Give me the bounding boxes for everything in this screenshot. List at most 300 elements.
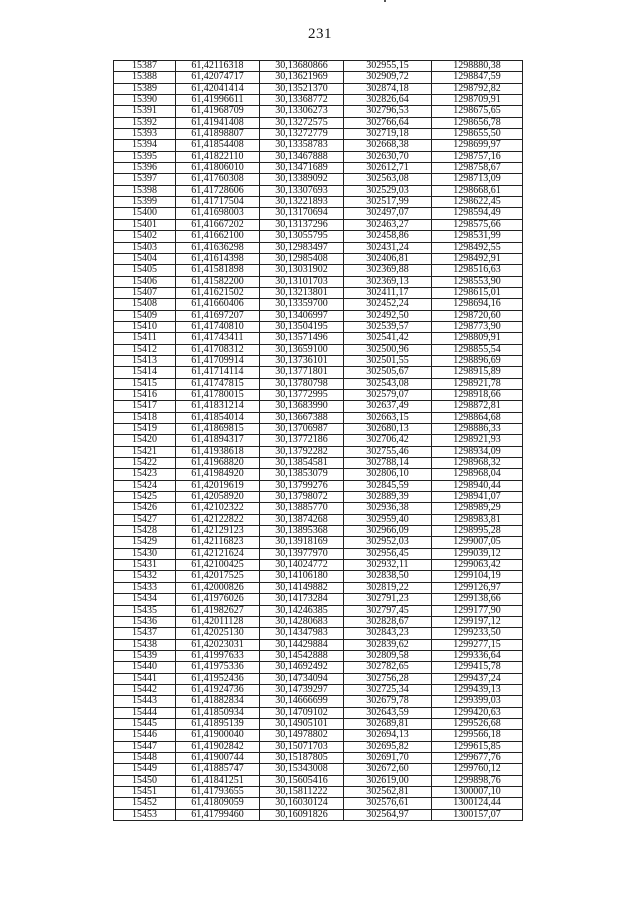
point-number-cell: 15418 (114, 412, 176, 423)
point-number-cell: 15443 (114, 696, 176, 707)
longitude-cell: 30,13772995 (260, 389, 344, 400)
longitude-cell: 30,15605416 (260, 775, 344, 786)
y-coordinate-cell: 1298773,90 (432, 321, 523, 332)
x-coordinate-cell: 302756,28 (344, 673, 432, 684)
longitude-cell: 30,13918169 (260, 537, 344, 548)
table-row (114, 741, 523, 752)
latitude-cell: 61,42116823 (176, 537, 260, 548)
latitude-cell: 61,41854014 (176, 412, 260, 423)
longitude-cell: 30,13504195 (260, 321, 344, 332)
point-number-cell: 15405 (114, 265, 176, 276)
y-coordinate-cell: 1299063,42 (432, 560, 523, 571)
y-coordinate-cell: 1298492,91 (432, 253, 523, 264)
point-number-cell: 15395 (114, 151, 176, 162)
longitude-cell: 30,12983497 (260, 242, 344, 253)
table-row (114, 503, 523, 514)
longitude-cell: 30,14347983 (260, 628, 344, 639)
table-row (114, 242, 523, 253)
table-row (114, 548, 523, 559)
point-number-cell: 15410 (114, 321, 176, 332)
longitude-cell: 30,12985408 (260, 253, 344, 264)
x-coordinate-cell: 302797,45 (344, 605, 432, 616)
point-number-cell: 15392 (114, 117, 176, 128)
x-coordinate-cell: 302936,38 (344, 503, 432, 514)
coordinates-table-body (114, 61, 523, 821)
point-number-cell: 15439 (114, 650, 176, 661)
latitude-cell: 61,41806010 (176, 163, 260, 174)
point-number-cell: 15401 (114, 219, 176, 230)
longitude-cell: 30,14246385 (260, 605, 344, 616)
longitude-cell: 30,13467888 (260, 151, 344, 162)
latitude-cell: 61,42116318 (176, 61, 260, 72)
longitude-cell: 30,15071703 (260, 741, 344, 752)
y-coordinate-cell: 1299677,76 (432, 752, 523, 763)
table-row (114, 95, 523, 106)
latitude-cell: 61,41709914 (176, 355, 260, 366)
x-coordinate-cell: 302766,64 (344, 117, 432, 128)
y-coordinate-cell: 1298720,60 (432, 310, 523, 321)
latitude-cell: 61,41850934 (176, 707, 260, 718)
y-coordinate-cell: 1299126,97 (432, 582, 523, 593)
longitude-cell: 30,14734094 (260, 673, 344, 684)
point-number-cell: 15400 (114, 208, 176, 219)
y-coordinate-cell: 1300007,10 (432, 787, 523, 798)
longitude-cell: 30,13571496 (260, 333, 344, 344)
y-coordinate-cell: 1298855,54 (432, 344, 523, 355)
point-number-cell: 15387 (114, 61, 176, 72)
x-coordinate-cell: 302663,15 (344, 412, 432, 423)
y-coordinate-cell: 1298809,91 (432, 333, 523, 344)
x-coordinate-cell: 302966,09 (344, 526, 432, 537)
table-row (114, 650, 523, 661)
latitude-cell: 61,41997633 (176, 650, 260, 661)
latitude-cell: 61,41740810 (176, 321, 260, 332)
x-coordinate-cell: 302788,14 (344, 458, 432, 469)
y-coordinate-cell: 1298940,44 (432, 480, 523, 491)
x-coordinate-cell: 302517,99 (344, 197, 432, 208)
y-coordinate-cell: 1299526,68 (432, 718, 523, 729)
point-number-cell: 15415 (114, 378, 176, 389)
y-coordinate-cell: 1299277,15 (432, 639, 523, 650)
point-number-cell: 15426 (114, 503, 176, 514)
point-number-cell: 15389 (114, 83, 176, 94)
longitude-cell: 30,13977970 (260, 548, 344, 559)
table-row (114, 480, 523, 491)
x-coordinate-cell: 302826,64 (344, 95, 432, 106)
y-coordinate-cell: 1298968,04 (432, 469, 523, 480)
y-coordinate-cell: 1298880,38 (432, 61, 523, 72)
y-coordinate-cell: 1299615,85 (432, 741, 523, 752)
y-coordinate-cell: 1299439,13 (432, 684, 523, 695)
x-coordinate-cell: 302874,18 (344, 83, 432, 94)
latitude-cell: 61,41743411 (176, 333, 260, 344)
x-coordinate-cell: 302828,67 (344, 616, 432, 627)
y-coordinate-cell: 1298918,66 (432, 389, 523, 400)
longitude-cell: 30,13680866 (260, 61, 344, 72)
x-coordinate-cell: 302839,62 (344, 639, 432, 650)
x-coordinate-cell: 302668,38 (344, 140, 432, 151)
longitude-cell: 30,14709102 (260, 707, 344, 718)
table-row (114, 378, 523, 389)
table-row (114, 809, 523, 820)
x-coordinate-cell: 302492,50 (344, 310, 432, 321)
longitude-cell: 30,13798072 (260, 492, 344, 503)
longitude-cell: 30,14666699 (260, 696, 344, 707)
y-coordinate-cell: 1299437,24 (432, 673, 523, 684)
longitude-cell: 30,13389092 (260, 174, 344, 185)
table-row (114, 752, 523, 763)
x-coordinate-cell: 302564,97 (344, 809, 432, 820)
latitude-cell: 61,41900744 (176, 752, 260, 763)
table-row (114, 673, 523, 684)
x-coordinate-cell: 302543,08 (344, 378, 432, 389)
table-row (114, 72, 523, 83)
x-coordinate-cell: 302952,03 (344, 537, 432, 548)
longitude-cell: 30,13706987 (260, 424, 344, 435)
table-row (114, 129, 523, 140)
y-coordinate-cell: 1298872,81 (432, 401, 523, 412)
y-coordinate-cell: 1299104,19 (432, 571, 523, 582)
table-row (114, 730, 523, 741)
latitude-cell: 61,42000826 (176, 582, 260, 593)
x-coordinate-cell: 302806,10 (344, 469, 432, 480)
longitude-cell: 30,14173284 (260, 594, 344, 605)
x-coordinate-cell: 302500,96 (344, 344, 432, 355)
x-coordinate-cell: 302529,03 (344, 185, 432, 196)
table-row (114, 639, 523, 650)
page-number: 231 (308, 26, 332, 42)
x-coordinate-cell: 302909,72 (344, 72, 432, 83)
table-row (114, 582, 523, 593)
point-number-cell: 15407 (114, 287, 176, 298)
longitude-cell: 30,15343008 (260, 764, 344, 775)
longitude-cell: 30,13521370 (260, 83, 344, 94)
table-row (114, 174, 523, 185)
x-coordinate-cell: 302809,58 (344, 650, 432, 661)
y-coordinate-cell: 1300124,44 (432, 798, 523, 809)
longitude-cell: 30,13368772 (260, 95, 344, 106)
latitude-cell: 61,41984920 (176, 469, 260, 480)
y-coordinate-cell: 1298792,82 (432, 83, 523, 94)
latitude-cell: 61,41841251 (176, 775, 260, 786)
longitude-cell: 30,14905101 (260, 718, 344, 729)
table-row (114, 458, 523, 469)
longitude-cell: 30,13683990 (260, 401, 344, 412)
longitude-cell: 30,13221893 (260, 197, 344, 208)
x-coordinate-cell: 302755,46 (344, 446, 432, 457)
point-number-cell: 15453 (114, 809, 176, 820)
longitude-cell: 30,13359700 (260, 299, 344, 310)
latitude-cell: 61,42017525 (176, 571, 260, 582)
x-coordinate-cell: 302563,08 (344, 174, 432, 185)
longitude-cell: 30,13885770 (260, 503, 344, 514)
y-coordinate-cell: 1298655,50 (432, 129, 523, 140)
table-row (114, 344, 523, 355)
x-coordinate-cell: 302889,39 (344, 492, 432, 503)
latitude-cell: 61,41760308 (176, 174, 260, 185)
x-coordinate-cell: 302619,00 (344, 775, 432, 786)
x-coordinate-cell: 302782,65 (344, 662, 432, 673)
point-number-cell: 15406 (114, 276, 176, 287)
point-number-cell: 15445 (114, 718, 176, 729)
table-row (114, 662, 523, 673)
point-number-cell: 15397 (114, 174, 176, 185)
point-number-cell: 15421 (114, 446, 176, 457)
x-coordinate-cell: 302955,15 (344, 61, 432, 72)
x-coordinate-cell: 302463,27 (344, 219, 432, 230)
point-number-cell: 15413 (114, 355, 176, 366)
latitude-cell: 61,41941408 (176, 117, 260, 128)
latitude-cell: 61,42074717 (176, 72, 260, 83)
table-row (114, 151, 523, 162)
x-coordinate-cell: 302932,11 (344, 560, 432, 571)
table-row (114, 106, 523, 117)
longitude-cell: 30,13406997 (260, 310, 344, 321)
y-coordinate-cell: 1299039,12 (432, 548, 523, 559)
longitude-cell: 30,14149882 (260, 582, 344, 593)
longitude-cell: 30,13137296 (260, 219, 344, 230)
longitude-cell: 30,13621969 (260, 72, 344, 83)
point-number-cell: 15412 (114, 344, 176, 355)
y-coordinate-cell: 1298531,99 (432, 231, 523, 242)
point-number-cell: 15390 (114, 95, 176, 106)
table-row (114, 787, 523, 798)
table-row (114, 163, 523, 174)
y-coordinate-cell: 1298668,61 (432, 185, 523, 196)
point-number-cell: 15420 (114, 435, 176, 446)
y-coordinate-cell: 1299007,05 (432, 537, 523, 548)
latitude-cell: 61,41902842 (176, 741, 260, 752)
latitude-cell: 61,42100425 (176, 560, 260, 571)
latitude-cell: 61,41667202 (176, 219, 260, 230)
point-number-cell: 15450 (114, 775, 176, 786)
table-row (114, 775, 523, 786)
x-coordinate-cell: 302838,50 (344, 571, 432, 582)
table-row (114, 185, 523, 196)
longitude-cell: 30,13358783 (260, 140, 344, 151)
point-number-cell: 15452 (114, 798, 176, 809)
table-row (114, 197, 523, 208)
point-number-cell: 15431 (114, 560, 176, 571)
y-coordinate-cell: 1298553,90 (432, 276, 523, 287)
table-row (114, 707, 523, 718)
longitude-cell: 30,13170694 (260, 208, 344, 219)
latitude-cell: 61,41895139 (176, 718, 260, 729)
y-coordinate-cell: 1299898,76 (432, 775, 523, 786)
table-row (114, 61, 523, 72)
longitude-cell: 30,13272575 (260, 117, 344, 128)
longitude-cell: 30,13667388 (260, 412, 344, 423)
latitude-cell: 61,41636298 (176, 242, 260, 253)
longitude-cell: 30,13471689 (260, 163, 344, 174)
longitude-cell: 30,13101703 (260, 276, 344, 287)
latitude-cell: 61,41662100 (176, 231, 260, 242)
point-number-cell: 15403 (114, 242, 176, 253)
longitude-cell: 30,14429884 (260, 639, 344, 650)
longitude-cell: 30,13799276 (260, 480, 344, 491)
latitude-cell: 61,41924736 (176, 684, 260, 695)
longitude-cell: 30,15187805 (260, 752, 344, 763)
x-coordinate-cell: 302369,13 (344, 276, 432, 287)
x-coordinate-cell: 302680,13 (344, 424, 432, 435)
point-number-cell: 15391 (114, 106, 176, 117)
table-row (114, 628, 523, 639)
table-row (114, 537, 523, 548)
latitude-cell: 61,41581898 (176, 265, 260, 276)
table-row (114, 696, 523, 707)
x-coordinate-cell: 302695,82 (344, 741, 432, 752)
table-row (114, 401, 523, 412)
latitude-cell: 61,42129123 (176, 526, 260, 537)
latitude-cell: 61,42058920 (176, 492, 260, 503)
x-coordinate-cell: 302411,17 (344, 287, 432, 298)
point-number-cell: 15411 (114, 333, 176, 344)
latitude-cell: 61,41708312 (176, 344, 260, 355)
longitude-cell: 30,13307693 (260, 185, 344, 196)
point-number-cell: 15414 (114, 367, 176, 378)
x-coordinate-cell: 302959,40 (344, 514, 432, 525)
x-coordinate-cell: 302796,53 (344, 106, 432, 117)
x-coordinate-cell: 302458,86 (344, 231, 432, 242)
x-coordinate-cell: 302497,07 (344, 208, 432, 219)
longitude-cell: 30,14978802 (260, 730, 344, 741)
latitude-cell: 61,41582200 (176, 276, 260, 287)
latitude-cell: 61,41952436 (176, 673, 260, 684)
longitude-cell: 30,13792282 (260, 446, 344, 457)
point-number-cell: 15398 (114, 185, 176, 196)
y-coordinate-cell: 1299177,90 (432, 605, 523, 616)
table-row (114, 321, 523, 332)
longitude-cell: 30,14542888 (260, 650, 344, 661)
point-number-cell: 15438 (114, 639, 176, 650)
longitude-cell: 30,15811222 (260, 787, 344, 798)
point-number-cell: 15419 (114, 424, 176, 435)
table-row (114, 605, 523, 616)
latitude-cell: 61,41714114 (176, 367, 260, 378)
longitude-cell: 30,13854581 (260, 458, 344, 469)
y-coordinate-cell: 1298886,33 (432, 424, 523, 435)
point-number-cell: 15442 (114, 684, 176, 695)
latitude-cell: 61,41717504 (176, 197, 260, 208)
y-coordinate-cell: 1300157,07 (432, 809, 523, 820)
latitude-cell: 61,41698003 (176, 208, 260, 219)
latitude-cell: 61,41968820 (176, 458, 260, 469)
table-row (114, 684, 523, 695)
x-coordinate-cell: 302369,88 (344, 265, 432, 276)
table-row (114, 253, 523, 264)
y-coordinate-cell: 1299760,12 (432, 764, 523, 775)
y-coordinate-cell: 1298864,68 (432, 412, 523, 423)
latitude-cell: 61,41938618 (176, 446, 260, 457)
x-coordinate-cell: 302719,18 (344, 129, 432, 140)
longitude-cell: 30,13659100 (260, 344, 344, 355)
x-coordinate-cell: 302630,70 (344, 151, 432, 162)
x-coordinate-cell: 302956,45 (344, 548, 432, 559)
y-coordinate-cell: 1298934,09 (432, 446, 523, 457)
x-coordinate-cell: 302579,07 (344, 389, 432, 400)
latitude-cell: 61,41793655 (176, 787, 260, 798)
point-number-cell: 15396 (114, 163, 176, 174)
coordinates-table (113, 60, 523, 821)
x-coordinate-cell: 302612,71 (344, 163, 432, 174)
x-coordinate-cell: 302672,60 (344, 764, 432, 775)
y-coordinate-cell: 1299233,50 (432, 628, 523, 639)
longitude-cell: 30,16030124 (260, 798, 344, 809)
y-coordinate-cell: 1299138,66 (432, 594, 523, 605)
point-number-cell: 15422 (114, 458, 176, 469)
y-coordinate-cell: 1298847,59 (432, 72, 523, 83)
x-coordinate-cell: 302431,24 (344, 242, 432, 253)
x-coordinate-cell: 302689,81 (344, 718, 432, 729)
y-coordinate-cell: 1298516,63 (432, 265, 523, 276)
point-number-cell: 15451 (114, 787, 176, 798)
latitude-cell: 61,42102322 (176, 503, 260, 514)
latitude-cell: 61,41854408 (176, 140, 260, 151)
y-coordinate-cell: 1299336,64 (432, 650, 523, 661)
latitude-cell: 61,41968709 (176, 106, 260, 117)
table-row (114, 355, 523, 366)
y-coordinate-cell: 1298492,55 (432, 242, 523, 253)
x-coordinate-cell: 302452,24 (344, 299, 432, 310)
y-coordinate-cell: 1298594,49 (432, 208, 523, 219)
latitude-cell: 61,41976026 (176, 594, 260, 605)
table-row (114, 117, 523, 128)
longitude-cell: 30,13272779 (260, 129, 344, 140)
scan-mark (384, 0, 386, 2)
longitude-cell: 30,13780798 (260, 378, 344, 389)
latitude-cell: 61,41975336 (176, 662, 260, 673)
y-coordinate-cell: 1299566,18 (432, 730, 523, 741)
x-coordinate-cell: 302819,22 (344, 582, 432, 593)
latitude-cell: 61,41660406 (176, 299, 260, 310)
y-coordinate-cell: 1299415,78 (432, 662, 523, 673)
latitude-cell: 61,42025130 (176, 628, 260, 639)
point-number-cell: 15393 (114, 129, 176, 140)
x-coordinate-cell: 302694,13 (344, 730, 432, 741)
point-number-cell: 15399 (114, 197, 176, 208)
x-coordinate-cell: 302501,55 (344, 355, 432, 366)
y-coordinate-cell: 1298615,01 (432, 287, 523, 298)
table-row (114, 526, 523, 537)
longitude-cell: 30,13736101 (260, 355, 344, 366)
table-row (114, 208, 523, 219)
table-row (114, 299, 523, 310)
table-row (114, 333, 523, 344)
latitude-cell: 61,41799460 (176, 809, 260, 820)
y-coordinate-cell: 1298699,97 (432, 140, 523, 151)
longitude-cell: 30,13306273 (260, 106, 344, 117)
point-number-cell: 15435 (114, 605, 176, 616)
x-coordinate-cell: 302562,81 (344, 787, 432, 798)
latitude-cell: 61,41780015 (176, 389, 260, 400)
longitude-cell: 30,13874268 (260, 514, 344, 525)
x-coordinate-cell: 302679,78 (344, 696, 432, 707)
point-number-cell: 15440 (114, 662, 176, 673)
x-coordinate-cell: 302541,42 (344, 333, 432, 344)
longitude-cell: 30,13055795 (260, 231, 344, 242)
x-coordinate-cell: 302539,57 (344, 321, 432, 332)
table-row (114, 424, 523, 435)
coordinates-table-container (113, 60, 522, 821)
latitude-cell: 61,41621502 (176, 287, 260, 298)
y-coordinate-cell: 1298709,91 (432, 95, 523, 106)
x-coordinate-cell: 302725,34 (344, 684, 432, 695)
table-row (114, 287, 523, 298)
x-coordinate-cell: 302843,23 (344, 628, 432, 639)
table-row (114, 492, 523, 503)
longitude-cell: 30,13772186 (260, 435, 344, 446)
table-row (114, 276, 523, 287)
